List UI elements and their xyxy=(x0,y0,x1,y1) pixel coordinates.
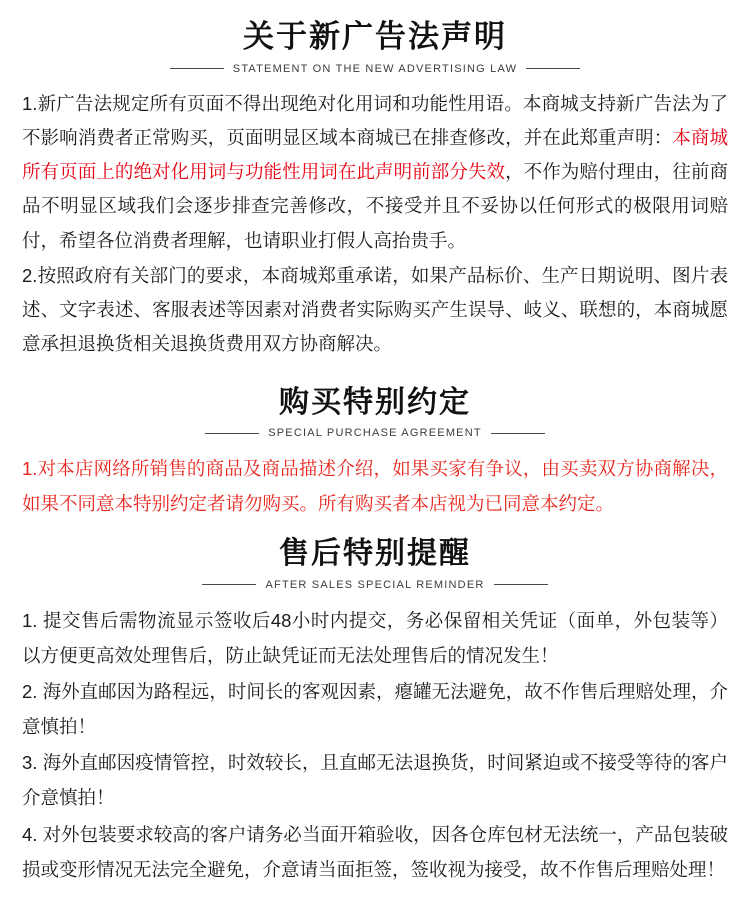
paragraph-text: 1.对本店网络所销售的商品及商品描述介绍，如果买家有争议，由买卖双方协商解决，如果不同意本特别约定者请勿购买。所有购买者本店视为已同意本约定。 xyxy=(22,458,728,515)
paragraph-text: 2.按照政府有关部门的要求，本商城郑重承诺，如果产品标价、生产日期说明、图片表述、文字表述、客服表述等因素对消费者实际购买产生误导、岐义、联想的，本商城愿意承担退换货相关退换货费用双方协商解决。 xyxy=(22,264,728,355)
paragraph xyxy=(22,745,728,815)
paragraph xyxy=(22,817,728,887)
section-header xyxy=(22,384,728,440)
section-subtitle xyxy=(22,63,728,75)
paragraph-text: 4. 对外包装要求较高的客户请务必当面开箱验收，因各仓库包材无法统一，产品包装破损或变形情况无法完全避免，介意请当面拒签，签收视为接受，故不作售后理赔处理！ xyxy=(22,823,728,880)
paragraph-text: ，不作为赔付理由，往前商品不明显区域我们会逐步排查完善修改，不接受并且不妥协以任何形式的极限用词赔付，希望各位消费者理解，也请职业打假人高抬贵手。 xyxy=(22,161,728,251)
paragraph-text: 1. 提交售后需物流显示签收后48小时内提交，务必保留相关凭证（面单，外包装等）以方便更高效处理售后，防止缺凭证而无法处理售后的情况发生！ xyxy=(22,609,728,666)
paragraph xyxy=(22,451,728,521)
paragraph xyxy=(22,87,728,258)
divider-left xyxy=(202,584,256,585)
section-body xyxy=(22,87,728,362)
divider-right xyxy=(494,584,548,585)
paragraph-text-highlight: 本商城所有页面上的绝对化用词与功能性用词在此声明前部分失效 xyxy=(22,126,728,183)
section-title: 售后特别提醒 xyxy=(279,537,471,571)
section-purchase-agreement xyxy=(22,384,728,522)
section-body xyxy=(22,451,728,521)
section-header xyxy=(22,535,728,591)
divider-left xyxy=(205,433,259,434)
section-advertising-law xyxy=(22,18,728,362)
paragraph-text: 3. 海外直邮因疫情管控，时效较长，且直邮无法退换货，时间紧迫或不接受等待的客户介意慎拍！ xyxy=(22,752,728,809)
section-subtitle-text: AFTER SALES SPECIAL REMINDER xyxy=(265,578,485,591)
paragraph xyxy=(22,674,728,744)
section-subtitle xyxy=(22,427,728,439)
section-after-sales-reminder xyxy=(22,535,728,887)
divider-left xyxy=(170,68,224,69)
divider-right xyxy=(491,433,545,434)
section-title: 购买特别约定 xyxy=(279,385,471,419)
paragraph xyxy=(22,259,728,362)
section-title: 关于新广告法声明 xyxy=(243,19,507,54)
spacer xyxy=(22,521,728,535)
paragraph xyxy=(22,603,728,673)
section-subtitle xyxy=(22,579,728,591)
section-subtitle-text: SPECIAL PURCHASE AGREEMENT xyxy=(268,427,482,439)
section-body xyxy=(22,603,728,887)
divider-right xyxy=(526,68,580,69)
paragraph-text: 1.新广告法规定所有页面不得出现绝对化用词和功能性用语。本商城支持新广告法为了不影响消费者正常购买，页面明显区域本商城已在排查修改，并在此郑重声明： xyxy=(22,92,728,148)
spacer xyxy=(22,362,728,384)
section-subtitle-text: STATEMENT ON THE NEW ADVERTISING LAW xyxy=(232,62,518,75)
paragraph-text: 2. 海外直邮因为路程远，时间长的客观因素，瘪罐无法避免，故不作售后理赔处理，介意慎拍！ xyxy=(22,681,728,738)
section-header xyxy=(22,18,728,75)
